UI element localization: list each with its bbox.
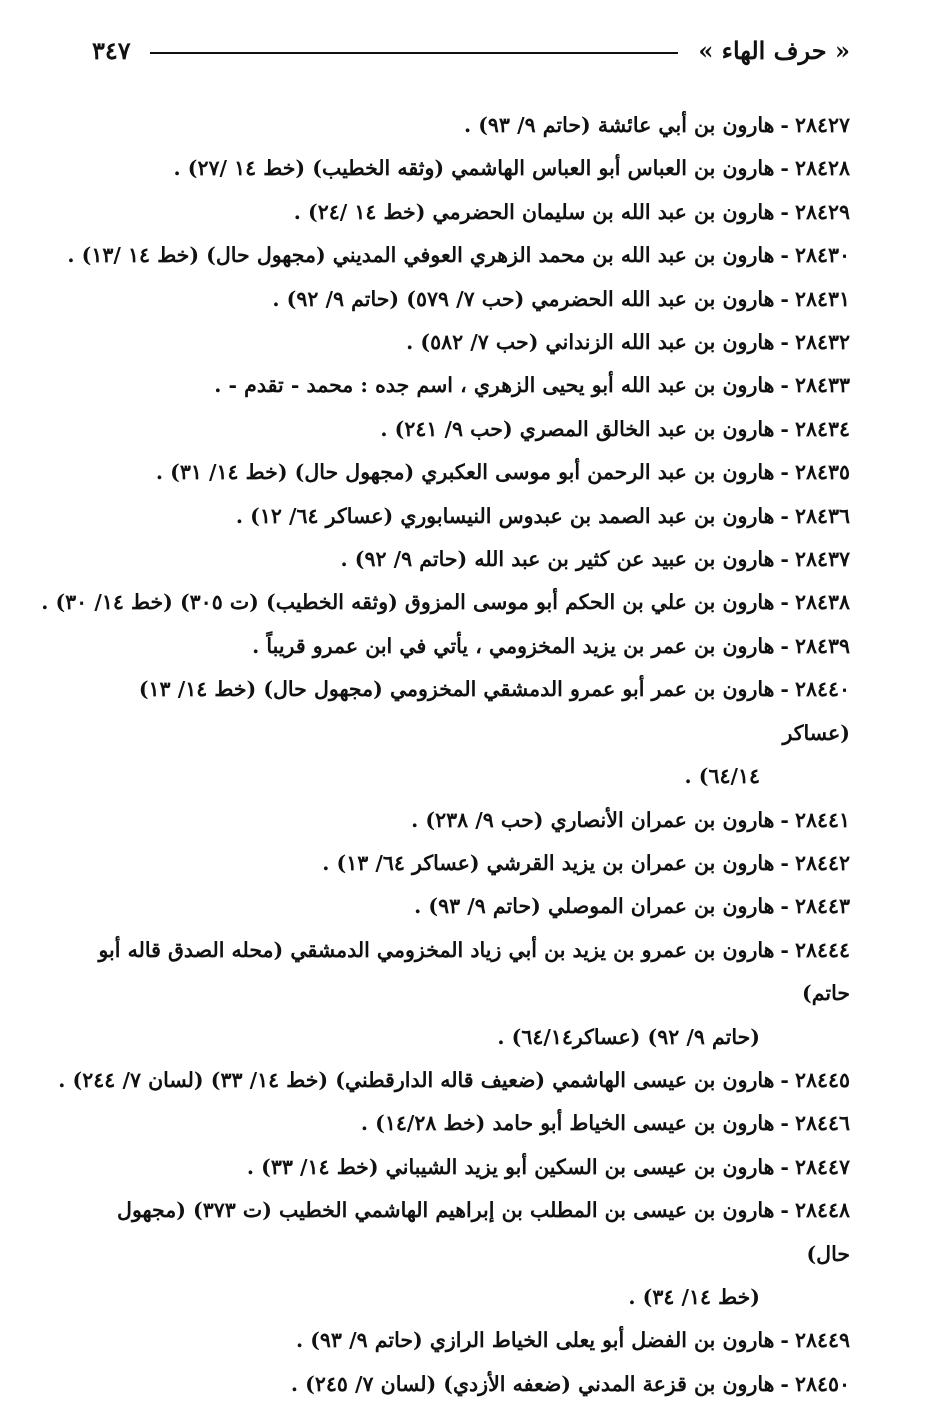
entry-text: هارون بن عبد الله الحضرمي (حب ٧/ ٥٧٩) (حاتم ٩/ ٩٢) .	[272, 286, 775, 311]
list-item	[86, 668, 850, 798]
list-item	[86, 191, 850, 234]
list-item	[86, 842, 850, 885]
page-number: ٣٤٧	[92, 36, 131, 65]
entry-number: ٢٨٤٤٦	[794, 1111, 850, 1136]
entry-separator: -	[780, 286, 789, 311]
entry-separator: -	[780, 503, 789, 528]
entry-text: هارون بن عبد الله بن محمد الزهري العوفي المديني (مجهول حال) (خط ١٤ /١٣) .	[67, 243, 775, 268]
entry-text: هارون بن عمر بن يزيد المخزومي ، يأتي في ابن عمرو قريباً .	[252, 633, 775, 658]
entry-text: هارون بن أبي عائشة (حاتم ٩/ ٩٣) .	[463, 113, 775, 137]
entry-text: هارون بن عبد الصمد بن عبدوس النيسابوري (عساكر ٦٤/ ١٢) .	[235, 503, 775, 528]
entry-number: ٢٨٤٤٧	[794, 1154, 850, 1179]
list-item	[86, 321, 850, 364]
entry-number: ٢٨٤٤٨	[794, 1198, 850, 1223]
entry-text: هارون بن عبد الله الزنداني (حب ٧/ ٥٨٢) .	[406, 330, 775, 355]
list-item	[86, 885, 850, 928]
list-item	[86, 364, 850, 407]
list-item	[58, 1059, 850, 1102]
entry-separator: -	[780, 460, 789, 485]
list-item	[86, 147, 850, 190]
entry-text: هارون بن عبد الله بن سليمان الحضرمي (خط ١٤ /٢٤) .	[293, 199, 775, 224]
entry-separator: -	[780, 937, 789, 962]
list-item	[86, 495, 850, 538]
entry-separator: -	[780, 1067, 789, 1092]
entry-text: هارون بن العباس أبو العباس الهاشمي (وثقه الخطيب) (خط ١٤ /٢٧) .	[173, 156, 775, 181]
entry-continuation: (حاتم ٩/ ٩٢) (عساكر٦٤/١٤) .	[497, 1024, 760, 1049]
entry-separator: -	[780, 199, 789, 224]
entry-text: هارون بن عيسى بن المطلب بن إبراهيم الهاشمي الخطيب (ت ٣٧٣) (مجهول حال)	[117, 1198, 850, 1266]
entry-text: هارون بن عيسى بن السكين أبو يزيد الشيباني (خط ١٤/ ٣٣) .	[246, 1154, 775, 1179]
entry-text: هارون بن عبد الخالق المصري (حب ٩/ ٢٤١) .	[380, 416, 775, 441]
list-item	[86, 1189, 850, 1319]
header-rule	[150, 52, 678, 54]
entry-separator: -	[780, 677, 789, 702]
entry-separator: -	[780, 1328, 789, 1353]
entry-continuation: (خط ١٤/ ٣٤) .	[628, 1284, 760, 1309]
entry-number: ٢٨٤٢٩	[794, 199, 850, 224]
entry-separator: -	[780, 850, 789, 875]
entry-separator: -	[780, 416, 789, 441]
entry-number: ٢٨٤٣٧	[794, 547, 850, 572]
entry-text: هارون بن عبد الله أبو يحيى الزهري ، اسم جده : محمد - تقدم - .	[214, 373, 775, 398]
list-item	[86, 1146, 850, 1189]
list-item	[86, 408, 850, 451]
entry-separator: -	[780, 807, 789, 832]
entry-list	[41, 104, 850, 1406]
entry-separator: -	[780, 113, 789, 137]
entry-number: ٢٨٤٤٩	[794, 1328, 850, 1353]
entry-number: ٢٨٤٣٤	[794, 416, 850, 441]
entry-number: ٢٨٤٤٣	[794, 894, 850, 919]
entry-number: ٢٨٤٣٣	[794, 373, 850, 398]
list-item	[86, 625, 850, 668]
list-item	[67, 234, 850, 277]
list-item	[86, 104, 850, 147]
entry-separator: -	[780, 547, 789, 572]
entry-number: ٢٨٤٣٠	[794, 243, 850, 268]
list-item	[86, 1319, 850, 1362]
page-header	[92, 34, 850, 74]
entry-separator: -	[780, 894, 789, 919]
entry-number: ٢٨٤٣٦	[794, 503, 850, 528]
entry-text: هارون بن عيسى الهاشمي (ضعيف قاله الدارقطني) (خط ١٤/ ٣٣) (لسان ٧/ ٢٤٤) .	[58, 1067, 775, 1092]
entry-text: هارون بن الفضل أبو يعلى الخياط الرازي (حاتم ٩/ ٩٣) .	[295, 1328, 775, 1353]
list-item	[86, 1102, 850, 1145]
entry-text: هارون بن علي بن الحكم أبو موسى المزوق (وثقه الخطيب) (ت ٣٠٥) (خط ١٤/ ٣٠) .	[41, 590, 775, 615]
entry-separator: -	[780, 590, 789, 615]
entry-number: ٢٨٤٥٠	[794, 1371, 850, 1396]
entry-continuation: ٦٤/١٤) .	[684, 764, 760, 789]
entry-number: ٢٨٤٣٥	[794, 460, 850, 485]
list-item	[41, 581, 850, 624]
entry-number: ٢٨٤٤٤	[794, 937, 850, 962]
entry-separator: -	[780, 243, 789, 268]
list-item	[86, 929, 850, 1059]
entry-text: هارون بن عبيد عن كثير بن عبد الله (حاتم ٩/ ٩٢) .	[340, 547, 775, 572]
entry-text: هارون بن عمران بن يزيد القرشي (عساكر ٦٤/ ١٣) .	[322, 850, 775, 875]
list-item	[86, 278, 850, 321]
entry-number: ٢٨٤٣٩	[794, 633, 850, 658]
entry-number: ٢٨٤٤٢	[794, 850, 850, 875]
entry-separator: -	[780, 156, 789, 181]
entry-text: هارون بن عمرو بن يزيد بن أبي زياد المخزومي الدمشقي (محله الصدق قاله أبو حاتم)	[98, 937, 850, 1006]
entry-number: ٢٨٤٤١	[794, 807, 850, 832]
entry-number: ٢٨٤٣٢	[794, 330, 850, 355]
entry-separator: -	[780, 330, 789, 355]
entry-text: هارون بن قزعة المدني (ضعفه الأزدي) (لسان ٧/ ٢٤٥) .	[290, 1371, 775, 1396]
entry-text: هارون بن عمر أبو عمرو الدمشقي المخزومي (مجهول حال) (خط ١٤/ ١٣) (عساكر	[138, 677, 850, 745]
entry-separator: -	[780, 373, 789, 398]
chapter-title: « حرف الهاء »	[698, 36, 850, 65]
entry-text: هارون بن عمران الموصلي (حاتم ٩/ ٩٣) .	[414, 894, 775, 919]
entry-text: هارون بن عبد الرحمن أبو موسى العكبري (مجهول حال) (خط ١٤/ ٣١) .	[155, 460, 775, 485]
entry-separator: -	[780, 1371, 789, 1396]
entry-separator: -	[780, 633, 789, 658]
entry-number: ٢٨٤٤٠	[794, 677, 850, 702]
entry-text: هارون بن عمران الأنصاري (حب ٩/ ٢٣٨) .	[411, 807, 775, 832]
entry-separator: -	[780, 1111, 789, 1136]
list-item	[86, 1363, 850, 1406]
list-item	[86, 799, 850, 842]
entry-number: ٢٨٤٣١	[794, 286, 850, 311]
entry-number: ٢٨٤٣٨	[794, 590, 850, 615]
entry-separator: -	[780, 1198, 789, 1223]
entry-number: ٢٨٤٤٥	[794, 1067, 850, 1092]
list-item	[86, 538, 850, 581]
entry-separator: -	[780, 1154, 789, 1179]
list-item	[86, 451, 850, 494]
entry-number: ٢٨٤٢٨	[794, 156, 850, 181]
entry-number: ٢٨٤٢٧	[794, 113, 850, 137]
entry-text: هارون بن عيسى الخياط أبو حامد (خط ١٤/٢٨) .	[360, 1111, 775, 1136]
